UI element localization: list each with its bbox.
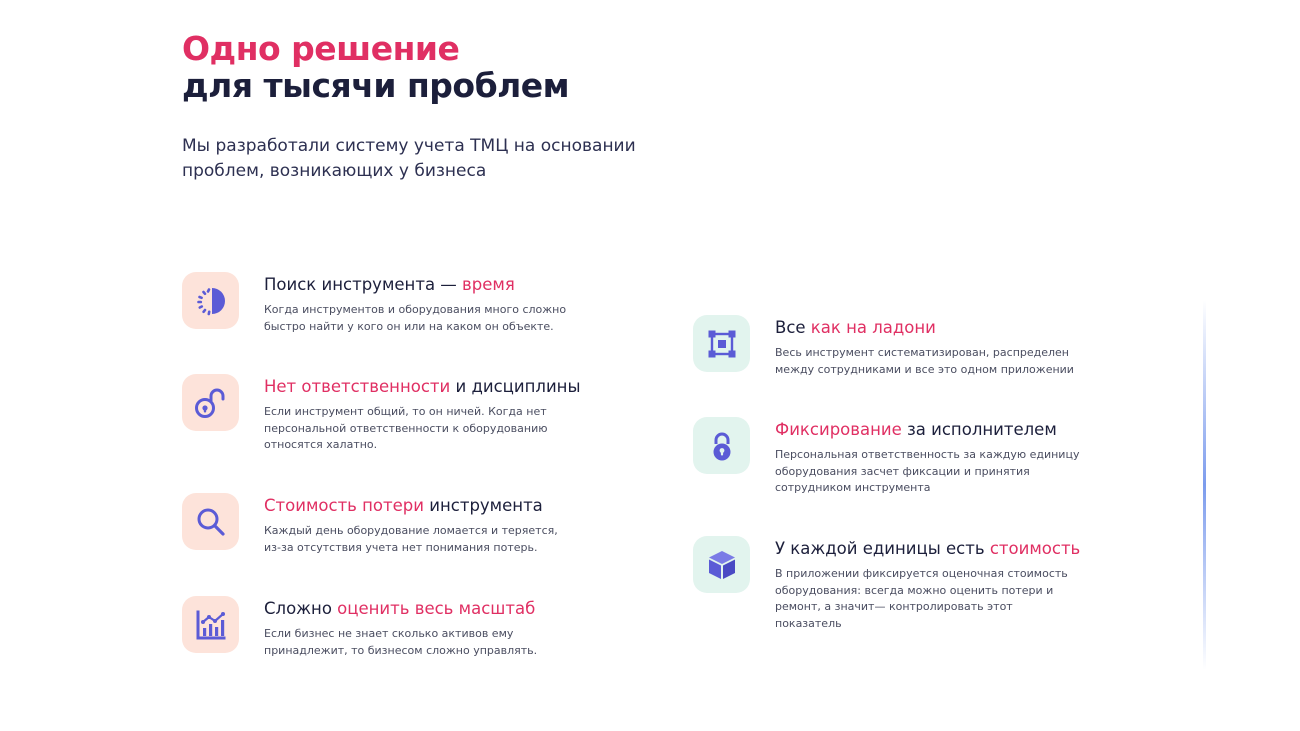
solution-description: В приложении фиксируется оценочная стоимость оборудования: всегда можно оценить потери и ремонт, а значит— контролировать этот показатель xyxy=(775,567,1068,630)
problem-description: Если инструмент общий, то он ничей. Когда нет персональной ответственности к оборудованию относятся халатно. xyxy=(264,405,548,451)
decorative-gradient-bar xyxy=(1203,300,1206,670)
problem-description: Каждый день оборудование ломается и теряется, из-за отсутствия учета нет понимания потерь. xyxy=(264,524,558,554)
problem-title: Поиск инструмента — время xyxy=(264,275,515,294)
problem-description: Если бизнес не знает сколько активов ему принадлежит, то бизнесом сложно управлять. xyxy=(264,627,538,657)
solution-title: Все как на ладони xyxy=(775,318,936,337)
problem-description: Когда инструментов и оборудования много сложно быстро найти у кого он или на каком он объекте. xyxy=(264,303,567,333)
section-subtitle: Мы разработали систему учета ТМЦ на основании проблем, возникающих у бизнеса xyxy=(182,136,636,181)
problem-title: Сложно оценить весь масштаб xyxy=(264,599,536,618)
search-icon xyxy=(194,505,228,539)
section-title xyxy=(182,30,742,104)
problem-icon-box xyxy=(182,596,239,653)
unlock-icon xyxy=(194,386,228,420)
solution-description: Персональная ответственность за каждую единицу оборудования засчет фиксации и принятия сотрудником инструмента xyxy=(775,448,1080,494)
solution-icon-box xyxy=(693,536,750,593)
lock-icon xyxy=(705,429,739,463)
selection-frame-icon xyxy=(705,327,739,361)
problem-title: Стоимость потери инструмента xyxy=(264,496,543,515)
box-icon xyxy=(705,548,739,582)
solution-icon-box xyxy=(693,417,750,474)
title-accent-line: Одно решение xyxy=(182,29,460,68)
problem-title: Нет ответственности и дисциплины xyxy=(264,377,581,396)
solution-description: Весь инструмент систематизирован, распределен между сотрудниками и все это одном приложении xyxy=(775,346,1074,376)
title-dark-line: для тысячи проблем xyxy=(182,66,570,105)
clock-icon xyxy=(194,284,228,318)
solution-icon-box xyxy=(693,315,750,372)
problem-icon-box xyxy=(182,493,239,550)
solution-title: У каждой единицы есть стоимость xyxy=(775,539,1081,558)
solution-title: Фиксирование за исполнителем xyxy=(775,420,1057,439)
problem-icon-box xyxy=(182,272,239,329)
problem-icon-box xyxy=(182,374,239,431)
analytics-chart-icon xyxy=(194,608,228,642)
section-header xyxy=(182,30,742,184)
